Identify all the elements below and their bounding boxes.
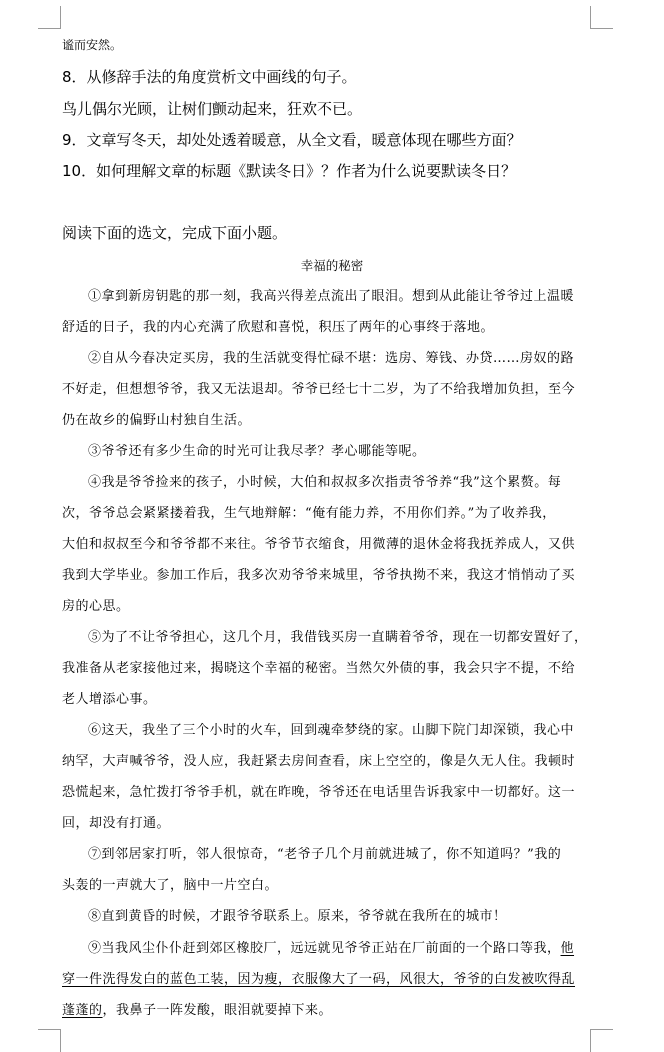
article-title: 幸福的秘密 (300, 258, 364, 273)
question-8: 8．从修辞手法的角度赏析文中画线的句子。 (62, 68, 357, 86)
article-line: ⑤为了不让爷爷担心，这几个月，我借钱买房一直瞒着爷爷，现在一切都安置好了， (88, 630, 588, 645)
article-line: 舒适的日子，我的内心充满了欣慰和喜悦，积压了两年的心事终于落地。 (62, 320, 495, 335)
page-corner-mark (590, 1029, 613, 1052)
page-corner-mark (38, 1029, 61, 1052)
question-9: 9．文章写冬天，却处处透着暖意，从全文看，暖意体现在哪些方面？ (62, 131, 522, 149)
plain-text: ，我鼻子一阵发酸，眼泪就要掉下来。 (102, 1003, 333, 1018)
underlined-sentence: 穿一件洗得发白的蓝色工装，因为瘦，衣服像大了一码，风很大，爷爷的白发被吹得乱 (62, 972, 576, 987)
reading-instruction: 阅读下面的选文，完成下面小题。 (62, 224, 288, 242)
question-10: 10．如何理解文章的标题《默读冬日》？作者为什么说要默读冬日？ (62, 162, 517, 180)
article-line: 仍在故乡的偏野山村独自生活。 (62, 413, 252, 428)
article-line: ⑥这天，我坐了三个小时的火车，回到魂牵梦绕的家。山脚下院门却深锁，我心中 (88, 723, 575, 738)
article-line: 我准备从老家接他过来，揭晓这个幸福的秘密。当然欠外债的事，我会只字不提，不给 (62, 661, 576, 676)
article-line: 头轰的一声就大了，脑中一片空白。 (62, 878, 279, 893)
question-8-quote: 鸟儿偶尔光顾，让树们颤动起来，狂欢不已。 (62, 100, 363, 118)
page-corner-mark (38, 6, 61, 29)
article-line: ④我是爷爷捡来的孩子，小时候，大伯和叔叔多次指责爷爷养“我”这个累赘。每 (88, 475, 562, 490)
underlined-sentence: 蓬蓬的 (62, 1003, 103, 1018)
article-line: ⑦到邻居家打听，邻人很惊奇，“老爷子几个月前就进城了，你不知道吗？”我的 (88, 847, 562, 862)
article-line: 不好走，但想想爷爷，我又无法退却。爷爷已经七十二岁，为了不给我增加负担，至今 (62, 382, 576, 397)
article-line: 纳罕，大声喊爷爷，没人应，我赶紧去房间查看，床上空空的，像是久无人住。我顿时 (62, 754, 576, 769)
article-line: 大伯和叔叔至今和爷爷都不来往。爷爷节衣缩食，用微薄的退休金将我抚养成人，又供 (62, 537, 576, 552)
article-line: ②自从今春决定买房，我的生活就变得忙碌不堪：选房、筹钱、办贷……房奴的路 (88, 351, 575, 366)
plain-text: ⑨当我风尘仆仆赶到郊区橡胶厂，远远就见爷爷正站在厂前面的一个路口等我， (88, 941, 561, 956)
article-line: ③爷爷还有多少生命的时光可让我尽孝？孝心哪能等呢。 (88, 444, 426, 459)
article-line: 次，爷爷总会紧紧搂着我，生气地辩解：“俺有能力养，不用你们养。”为了收养我， (62, 506, 556, 521)
article-line-underlined (88, 937, 574, 956)
article-line: 我到大学毕业。参加工作后，我多次劝爷爷来城里，爷爷执拗不来，我这才悄悄动了买 (62, 568, 576, 583)
article-line: ⑧直到黄昏的时候，才跟爷爷联系上。原来，爷爷就在我所在的城市！ (88, 909, 507, 924)
article-line-underlined (62, 999, 332, 1018)
article-line: 老人增添心事。 (62, 692, 157, 707)
article-line: 房的心思。 (62, 599, 130, 614)
article-line: 回，却没有打通。 (62, 816, 171, 831)
underlined-sentence: 他 (560, 941, 575, 956)
page-corner-mark (590, 6, 613, 29)
top-fragment: 谧而安然。 (62, 38, 123, 52)
article-line: ①拿到新房钥匙的那一刻，我高兴得差点流出了眼泪。想到从此能让爷爷过上温暖 (88, 289, 575, 304)
article-line: 恐慌起来，急忙拨打爷爷手机，就在昨晚，爷爷还在电话里告诉我家中一切都好。这一 (62, 785, 576, 800)
